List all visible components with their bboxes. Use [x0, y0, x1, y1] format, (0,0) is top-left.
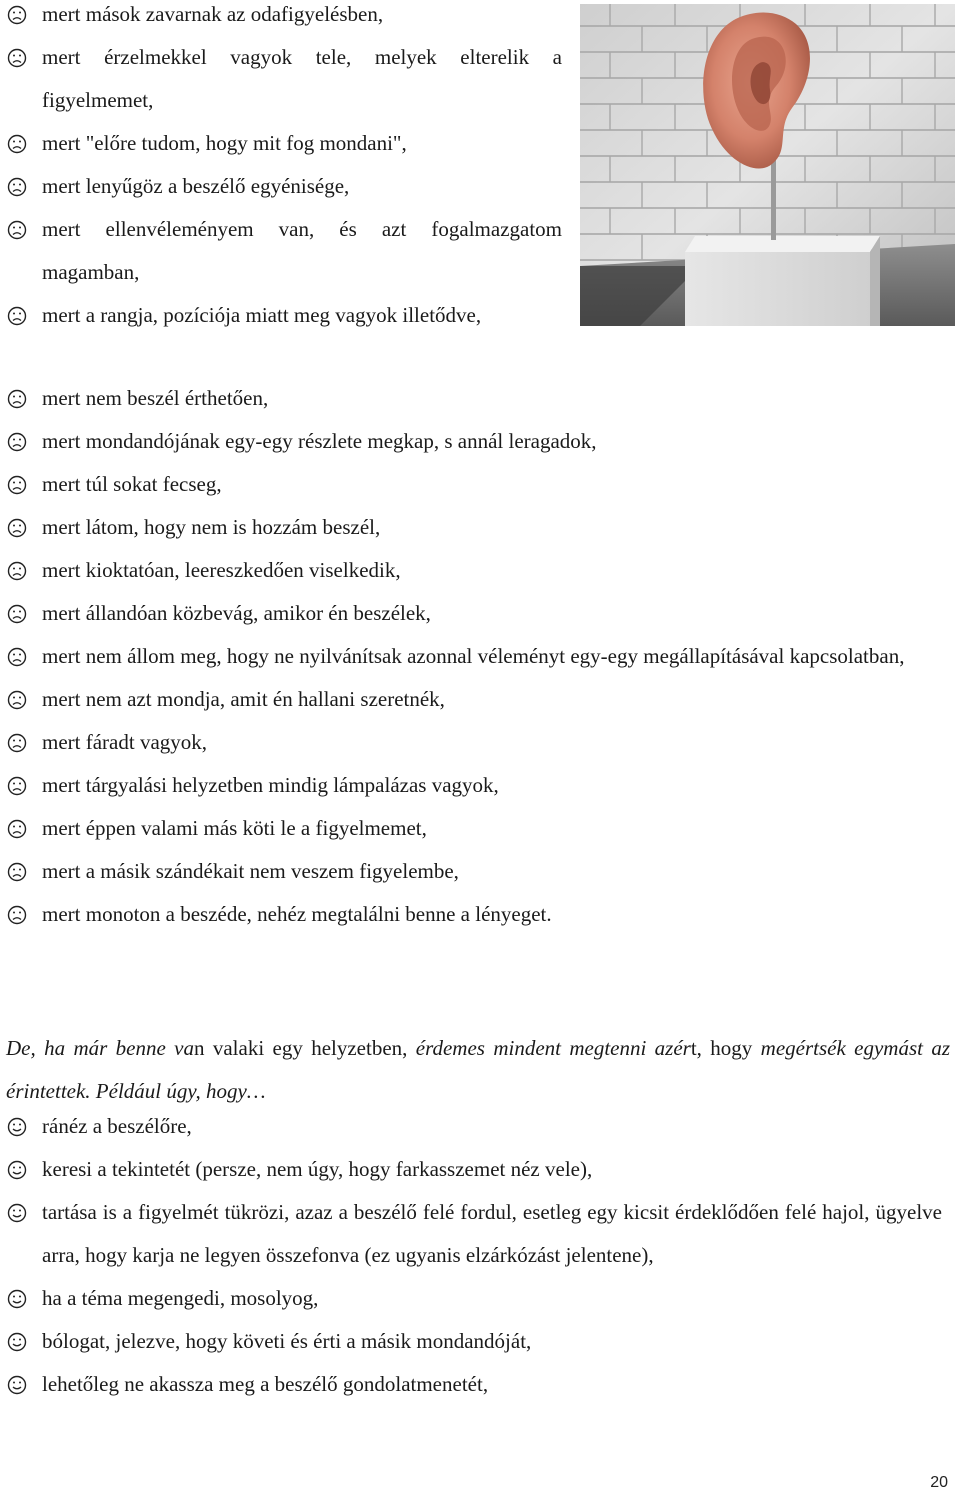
list-item-text: mert a másik szándékait nem veszem figyelembe, — [42, 859, 459, 883]
paragraph-part: t, hogy — [690, 1036, 761, 1060]
list-item-text: mert kioktatóan, leereszkedően viselkedik, — [42, 558, 401, 582]
list-item — [0, 893, 950, 936]
list-item-text: bólogat, jelezve, hogy követi és érti a másik mondandóját, — [42, 1329, 532, 1353]
list-item — [0, 549, 950, 592]
smile-face-icon — [6, 1191, 28, 1234]
paragraph-part: n valaki egy helyzetben, — [193, 1036, 416, 1060]
list-item-text: mert "előre tudom, hogy mit fog mondani", — [42, 131, 407, 155]
negative-reasons-list-top — [0, 0, 562, 337]
list-item — [0, 592, 950, 635]
frown-face-icon — [6, 807, 28, 850]
list-item — [0, 764, 950, 807]
list-item-text: mert mondandójának egy-egy részlete megkap, s annál leragadok, — [42, 429, 597, 453]
list-item — [0, 721, 950, 764]
frown-face-icon — [6, 165, 28, 208]
smile-face-icon — [6, 1320, 28, 1363]
list-item — [0, 506, 950, 549]
transition-paragraph — [6, 1027, 950, 1113]
smile-face-icon — [6, 1148, 28, 1191]
list-item-text: keresi a tekintetét (persze, nem úgy, hogy farkasszemet néz vele), — [42, 1157, 593, 1181]
list-item-text: mert éppen valami más köti le a figyelmemet, — [42, 816, 427, 840]
frown-face-icon — [6, 420, 28, 463]
list-item-text: mert nem beszél érthetően, — [42, 386, 269, 410]
list-item — [0, 463, 950, 506]
list-item — [0, 678, 950, 721]
frown-face-icon — [6, 377, 28, 420]
list-item-text: mert nem állom meg, hogy ne nyilvánítsak azonnal véleményt egy-egy megállapításával kapcsolatban, — [42, 644, 905, 668]
frown-face-icon — [6, 463, 28, 506]
list-item — [0, 165, 562, 208]
list-item-text: mert látom, hogy nem is hozzám beszél, — [42, 515, 381, 539]
list-item-text: mert a rangja, pozíciója miatt meg vagyok illetődve, — [42, 303, 482, 327]
negative-reasons-list-rest — [0, 377, 950, 936]
frown-face-icon — [6, 122, 28, 165]
frown-face-icon — [6, 678, 28, 721]
list-item-text: mert túl sokat fecseg, — [42, 472, 222, 496]
frown-face-icon — [6, 764, 28, 807]
list-item — [0, 807, 950, 850]
frown-face-icon — [6, 592, 28, 635]
list-item — [0, 294, 562, 337]
list-item-text: mert tárgyalási helyzetben mindig lámpalázas vagyok, — [42, 773, 499, 797]
list-item — [0, 850, 950, 893]
page-number: 20 — [930, 1474, 948, 1491]
list-item-text: mert lenyűgöz a beszélő egyénisége, — [42, 174, 350, 198]
list-item — [0, 1148, 942, 1191]
paragraph-italic-part: megértsék egymást az érintettek. Például úgy, hogy… — [6, 1036, 950, 1103]
frown-face-icon — [6, 893, 28, 936]
list-item — [0, 208, 562, 294]
list-item — [0, 420, 950, 463]
frown-face-icon — [6, 0, 28, 36]
list-item — [0, 1320, 942, 1363]
list-item — [0, 1191, 942, 1277]
frown-face-icon — [6, 36, 28, 79]
list-item-text: mert ellenvéleményem van, és azt fogalmazgatom magamban, — [42, 217, 562, 284]
list-item-text: ránéz a beszélőre, — [42, 1114, 192, 1138]
list-item — [0, 1363, 942, 1406]
frown-face-icon — [6, 294, 28, 337]
positive-behaviours-list — [0, 1105, 942, 1406]
smile-face-icon — [6, 1277, 28, 1320]
list-item-text: mert mások zavarnak az odafigyelésben, — [42, 2, 384, 26]
list-item — [0, 635, 950, 678]
list-item — [0, 1105, 942, 1148]
list-item — [0, 122, 562, 165]
list-item-text: lehetőleg ne akassza meg a beszélő gondolatmenetét, — [42, 1372, 489, 1396]
paragraph-italic-part: érdemes mindent megtenni azér — [415, 1036, 691, 1060]
smile-face-icon — [6, 1363, 28, 1406]
list-item — [0, 36, 562, 122]
list-item — [0, 377, 950, 420]
ear-sculpture-photo — [580, 4, 955, 326]
frown-face-icon — [6, 635, 28, 678]
smile-face-icon — [6, 1105, 28, 1148]
paragraph-italic-part: De, ha már benne va — [6, 1036, 194, 1060]
list-item-text: mert fáradt vagyok, — [42, 730, 208, 754]
list-item — [0, 0, 562, 36]
frown-face-icon — [6, 721, 28, 764]
list-item-text: ha a téma megengedi, mosolyog, — [42, 1286, 319, 1310]
list-item-text: mert monoton a beszéde, nehéz megtalálni benne a lényeget. — [42, 902, 552, 926]
frown-face-icon — [6, 208, 28, 251]
list-item-text: mert nem azt mondja, amit én hallani szeretnék, — [42, 687, 445, 711]
list-item — [0, 1277, 942, 1320]
list-item-text: mert állandóan közbevág, amikor én beszélek, — [42, 601, 431, 625]
frown-face-icon — [6, 850, 28, 893]
frown-face-icon — [6, 549, 28, 592]
list-item-text: mert érzelmekkel vagyok tele, melyek elterelik a figyelmemet, — [42, 45, 562, 112]
list-item-text: tartása is a figyelmét tükrözi, azaz a beszélő felé fordul, esetleg egy kicsit érdeklődően felé hajol, ügyelve arra, hogy karja ne legyen összefonva (ez ugyanis elzárkózást jelentene), — [42, 1200, 942, 1267]
frown-face-icon — [6, 506, 28, 549]
